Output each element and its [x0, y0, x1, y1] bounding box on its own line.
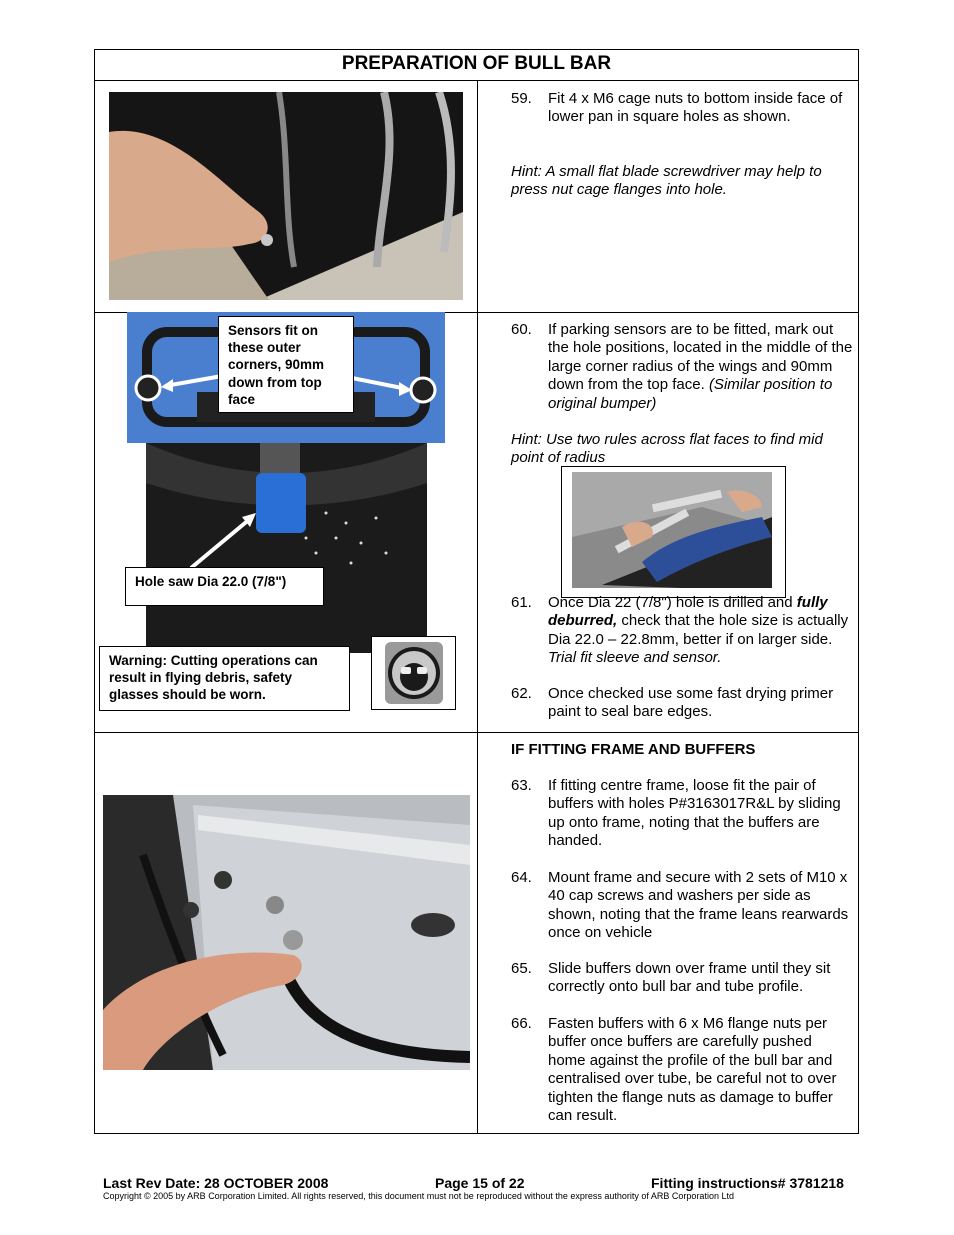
hint-two-rules: Hint: Use two rules across flat faces to find mid point of radius — [511, 431, 823, 467]
photo-hole-saw — [146, 443, 427, 653]
photo-frame-mounting — [103, 795, 470, 1070]
footer-page-number: Page 15 of 22 — [435, 1175, 525, 1191]
step-66: 66. Fasten buffers with 6 x M6 flange nuts per buffer once buffers are carefully pushed home against the profile of the bull bar and centralised over tube, be careful not to over tighten the flange nuts as damage to buffer can result. — [511, 1015, 837, 1125]
step-62: 62. Once checked use some fast drying primer paint to seal bare edges. — [511, 685, 834, 721]
hint-screwdriver: Hint: A small flat blade screwdriver may help to press nut cage flanges into hole. — [511, 163, 822, 199]
step-61: 61. Once Dia 22 (7/8") hole is drilled and fully deburred, check that the hole size is actually Dia 22.0 – 22.8mm, better if on larger side. Trial fit sleeve and sensor. — [511, 594, 849, 667]
row-divider — [95, 732, 858, 733]
callout-sensor-position: Sensors fit on these outer corners, 90mm down from top face — [218, 316, 354, 413]
safety-glasses-icon — [371, 636, 456, 710]
callout-warning: Warning: Cutting operations can result in flying debris, safety glasses should be worn. — [99, 646, 350, 711]
step-64: 64. Mount frame and secure with 2 sets of M10 x 40 cap screws and washers per side as shown, noting that the frame leans rearwards once on vehicle — [511, 869, 849, 942]
column-divider — [477, 81, 478, 1134]
callout-hole-saw: Hole saw Dia 22.0 (7/8") — [125, 567, 324, 606]
step-63: 63. If fitting centre frame, loose fit the pair of buffers with holes P#3163017R&L by sliding up onto frame, noting that the buffers are handed. — [511, 777, 841, 850]
footer-copyright: Copyright © 2005 by ARB Corporation Limited. All rights reserved, this document must not be reproduced without the express authority of ARB Corporation Ltd — [103, 1191, 734, 1201]
footer-fitting-instructions: Fitting instructions# 3781218 — [651, 1175, 844, 1191]
photo-cage-nut-fitting — [109, 92, 463, 300]
step-59: 59. Fit 4 x M6 cage nuts to bottom inside face of lower pan in square holes as shown. — [511, 90, 843, 126]
section-heading-frame-buffers: IF FITTING FRAME AND BUFFERS — [511, 741, 756, 758]
photo-two-rules — [561, 466, 786, 598]
step-60: 60. If parking sensors are to be fitted, mark out the hole positions, located in the middle of the large corner radius of the wings and 90mm down from the top face. (Similar position to original bumper) — [511, 321, 853, 412]
page-title: PREPARATION OF BULL BAR — [95, 50, 858, 81]
footer-rev-date: Last Rev Date: 28 OCTOBER 2008 — [103, 1175, 329, 1191]
step-65: 65. Slide buffers down over frame until they sit correctly onto bull bar and tube profile. — [511, 960, 831, 996]
